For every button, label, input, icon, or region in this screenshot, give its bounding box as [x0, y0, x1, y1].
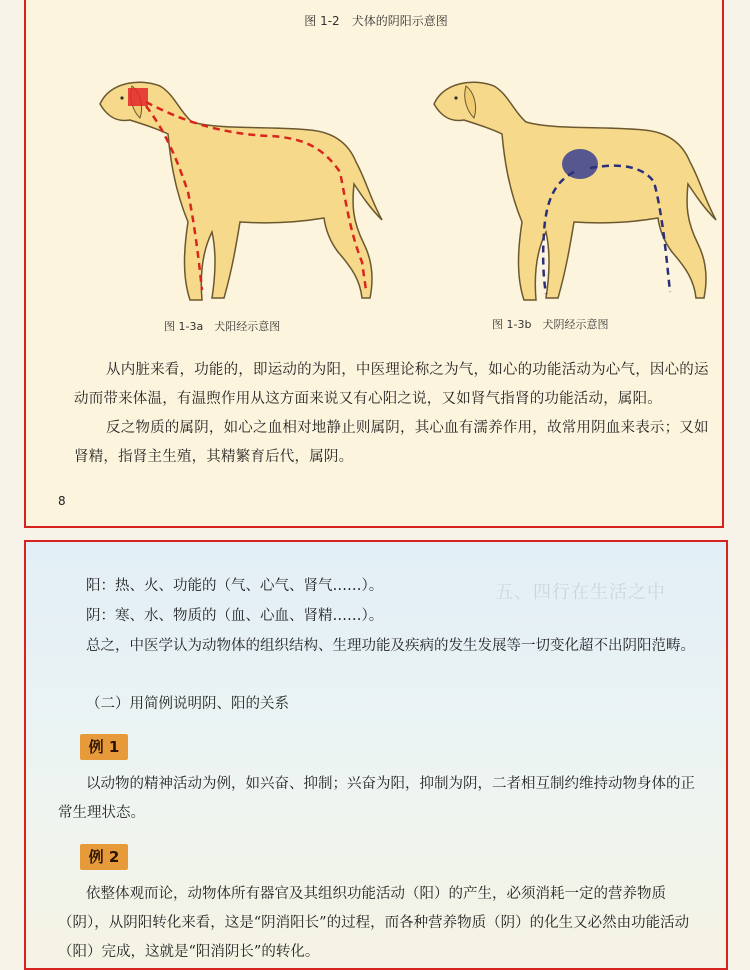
dog-yin-illustration: [404, 72, 734, 312]
example-1-text: 以动物的精神活动为例，如兴奋、抑制；兴奋为阳，抑制为阴，二者相互制约维持动物身体的正常生理状态。: [58, 776, 695, 821]
example-2-badge: 例 2: [80, 844, 128, 870]
paragraph: 反之物质的属阴，如心之血相对地静止则属阴，其心血有濡养作用，故常用阴血来表示；又如肾精，指肾主生殖，其精繁育后代，属阴。: [74, 420, 709, 465]
dog-eye: [454, 96, 457, 99]
example-1-badge: 例 1: [80, 734, 128, 760]
page-bottom: [24, 540, 728, 970]
page-number: 8: [58, 494, 66, 508]
dog-yang-illustration: [70, 72, 400, 312]
page-top: [24, 0, 724, 528]
paragraph: 从内脏来看，功能的，即运动的为阳，中医理论称之为气，如心的功能活动为心气，因心的运动而带来体温，有温煦作用从这方面来说又有心阳之说，又如肾气指肾的功能活动，属阳。: [74, 362, 709, 407]
yin-line: 阴：寒、水、物质的（血、心血、肾精……）。: [86, 608, 384, 624]
yang-line: 阳：热、火、功能的（气、心气、肾气……）。: [86, 578, 384, 594]
caption-yang: 图 1-3a 犬阳经示意图: [164, 320, 281, 333]
section-heading: （二）用简例说明阴、阳的关系: [86, 696, 289, 712]
figure-title: 图 1-2 犬体的阴阳示意图: [304, 14, 448, 28]
watermark-text: 五、四行在生活之中: [495, 582, 666, 603]
caption-yin: 图 1-3b 犬阴经示意图: [492, 318, 609, 331]
summary-paragraph: 总之，中医学认为动物体的组织结构、生理功能及疾病的发生发展等一切变化超不出阴阳范畴。: [86, 638, 695, 654]
dog-eye: [120, 96, 123, 99]
head-hatch-patch: [128, 88, 148, 106]
dog-body: [100, 82, 382, 300]
example-2-text: 依整体观而论，动物体所有器官及其组织功能活动（阳）的产生，必须消耗一定的营养物质（阴），从阴阳转化来看，这是“阴消阳长”的过程，而各种营养物质（阴）的化生又必然由功能活动（阳）完成，这就是“阳消阴长”的转化。: [58, 886, 690, 960]
dog-body: [434, 82, 716, 300]
